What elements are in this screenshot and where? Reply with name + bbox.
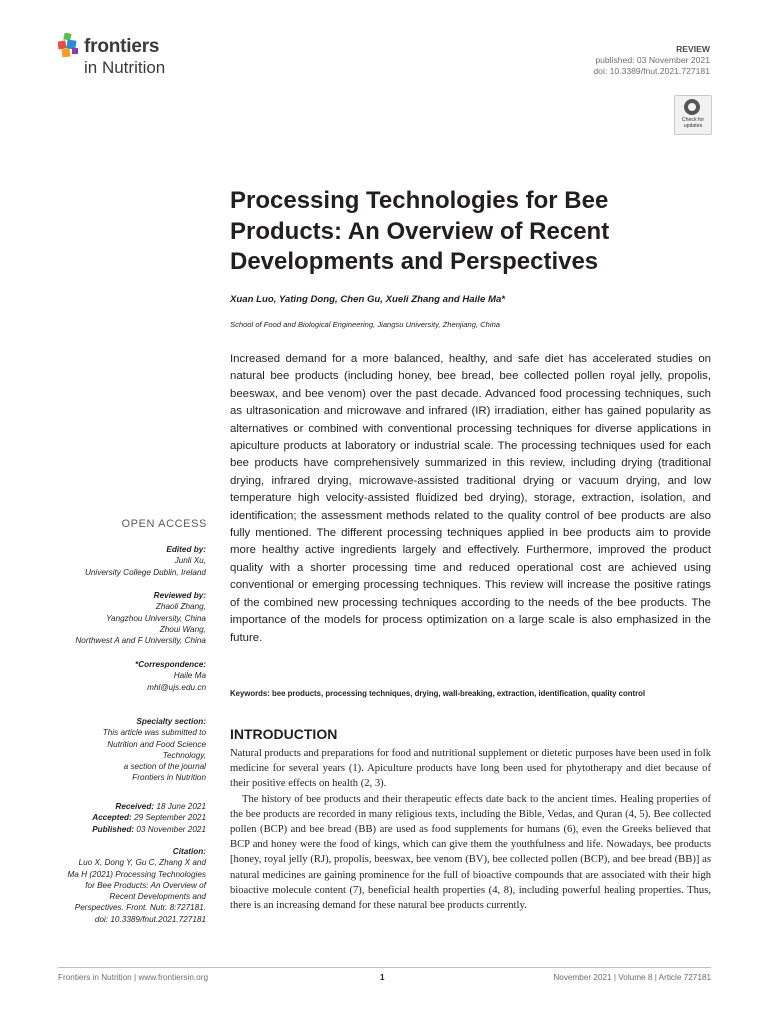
paragraph: The history of bee products and their therapeutic effects date back to the ancient times. Healing properties of the bee products are recorded in many religious texts, including the Bible, Vedas, and Quran (4, 5). Bee collected pollen (BCP) and bee bread (BB) are used as food supplements for humans (6), even the Greeks believed that BCP and honey were the food of kings, which can give them the youthfulness and life. Nowadays, bee products [honey, royal jelly (RJ), propolis, beeswax, bee venom (BV), bee collected pollen (BCP), and bee bread (BB)] as natural medicines are gaining prominence for the full of bioactive compounds that are associated with their high bioactive molecule content (7), beneficial health properties (4, 8), including powerful healing properties. Thus, there is an increasing demand for these natural bee products currently. — [230, 793, 711, 912]
specialty-label: Specialty section: — [136, 717, 206, 726]
check-for-updates-icon — [684, 99, 700, 115]
specialty-line: a section of the journal — [123, 762, 206, 772]
reviewer-affiliation: Yangzhou University, China — [106, 613, 206, 623]
frontiers-logo-icon — [58, 33, 82, 59]
article-doi[interactable]: doi: 10.3389/fnut.2021.727181 — [593, 66, 710, 76]
reviewed-by-block — [75, 590, 206, 646]
abstract: Increased demand for a more balanced, healthy, and safe diet has accelerated studies on natural bee products (including honey, bee bread, bee collected pollen royal jelly, propolis, beeswax, and bee venom) over the past decade. Advanced food processing techniques, such as ultrasonication and microwave and infrared (IR) irradiation, either has gained popularity as alternatives or combined with conventional processing techniques for diverse applications in apiculture products at laboratory or industrial scale. The processing techniques used for each bee products have comprehensively summarized in this review, including drying (traditional drying, infrared drying, microwave-assisted traditional drying or vacuum drying, and low temperature high velocity-assisted fluidized bed drying), storage, extraction, isolation, and identification; the assessment methods related to the quality control of bee products are also fully mentioned. The different processing techniques applied in bee products aim to provide more healthy active ingredients largely and effectively. Furthermore, improved the product quality with a shorter processing time and reduced operational cost are achieved using conventional or emerging processing techniques. This review will increase the positive ratings of the combined new processing techniques according to the needs of the bee products. The importance of the models for process optimization on a large scale is also emphasized in the future. — [230, 353, 711, 644]
correspondence-name: Haile Ma — [173, 671, 206, 681]
correspondence-block — [135, 659, 206, 693]
editor-affiliation: University College Dublin, Ireland — [84, 567, 206, 577]
citation-block — [67, 846, 206, 925]
article-meta — [593, 44, 710, 77]
correspondence-email[interactable]: mhl@ujs.edu.cn — [147, 682, 206, 692]
citation-line: Perspectives. Front. Nutr. 8:727181. — [74, 903, 206, 913]
introduction-body — [230, 746, 711, 913]
citation-line: Luo X, Dong Y, Gu C, Zhang X and — [78, 858, 206, 868]
citation-label: Citation: — [172, 847, 206, 856]
reviewer-name: Zhoui Wang, — [159, 624, 206, 634]
paragraph: Natural products and preparations for food and nutritional supplement or dietetic purposes have been used in folk medicine for several years (1). Apiculture products have long been used for phytotherapy and diet because of their positive effects on health (2, 3). — [230, 748, 711, 790]
check-for-updates-label: Check for updates — [681, 117, 705, 129]
reviewed-by-label: Reviewed by: — [153, 591, 206, 600]
section-heading-introduction: INTRODUCTION — [230, 726, 338, 742]
specialty-line: This article was submitted to — [102, 728, 206, 738]
specialty-line: Frontiers in Nutrition — [132, 773, 206, 783]
editor-name: Junli Xu, — [174, 556, 206, 566]
article-type: REVIEW — [676, 44, 710, 54]
citation-doi[interactable]: doi: 10.3389/fnut.2021.727181 — [94, 914, 206, 924]
dates-block — [92, 801, 206, 835]
author-list: Xuan Luo, Yating Dong, Chen Gu, Xueli Zhang and Haile Ma* — [230, 294, 506, 305]
footer-divider — [58, 967, 711, 968]
open-access-label: OPEN ACCESS — [121, 518, 207, 530]
reviewer-affiliation: Northwest A and F University, China — [75, 636, 206, 646]
edited-by-label: Edited by: — [166, 545, 206, 554]
accepted-date: Accepted: 29 September 2021 — [92, 813, 206, 823]
published-date: published: 03 November 2021 — [595, 55, 710, 65]
specialty-line: Nutrition and Food Science — [107, 739, 206, 749]
citation-line: Ma H (2021) Processing Technologies — [67, 869, 206, 879]
specialty-section-block — [103, 716, 206, 784]
journal-name-line2: in Nutrition — [84, 58, 166, 77]
reviewer-name: Zhaoli Zhang, — [155, 602, 206, 612]
edited-by-block — [85, 544, 206, 578]
published-date-sidebar: Published: 03 November 2021 — [92, 824, 206, 834]
page-number: 1 — [380, 973, 385, 982]
correspondence-label: *Correspondence: — [135, 660, 206, 669]
keywords: Keywords: bee products, processing techniques, drying, wall-breaking, extraction, identification, quality control — [230, 689, 646, 698]
journal-logo — [58, 33, 188, 79]
received-date: Received: 18 June 2021 — [115, 802, 206, 811]
footer-issue-info: November 2021 | Volume 8 | Article 727181 — [553, 973, 711, 982]
article-title: Processing Technologies for Bee Products: An Overview of Recent Developments and Perspectives — [230, 187, 610, 275]
author-affiliation: School of Food and Biological Engineering, Jiangsu University, Zhenjiang, China — [230, 320, 501, 329]
citation-line: for Bee Products: An Overview of — [85, 880, 206, 890]
footer-journal-link[interactable]: Frontiers in Nutrition | www.frontiersin.org — [58, 973, 209, 982]
specialty-line: Technology, — [162, 750, 206, 760]
check-for-updates-button[interactable] — [674, 95, 712, 135]
citation-line: Recent Developments and — [109, 892, 206, 902]
journal-name-line1: frontiers — [84, 36, 160, 57]
